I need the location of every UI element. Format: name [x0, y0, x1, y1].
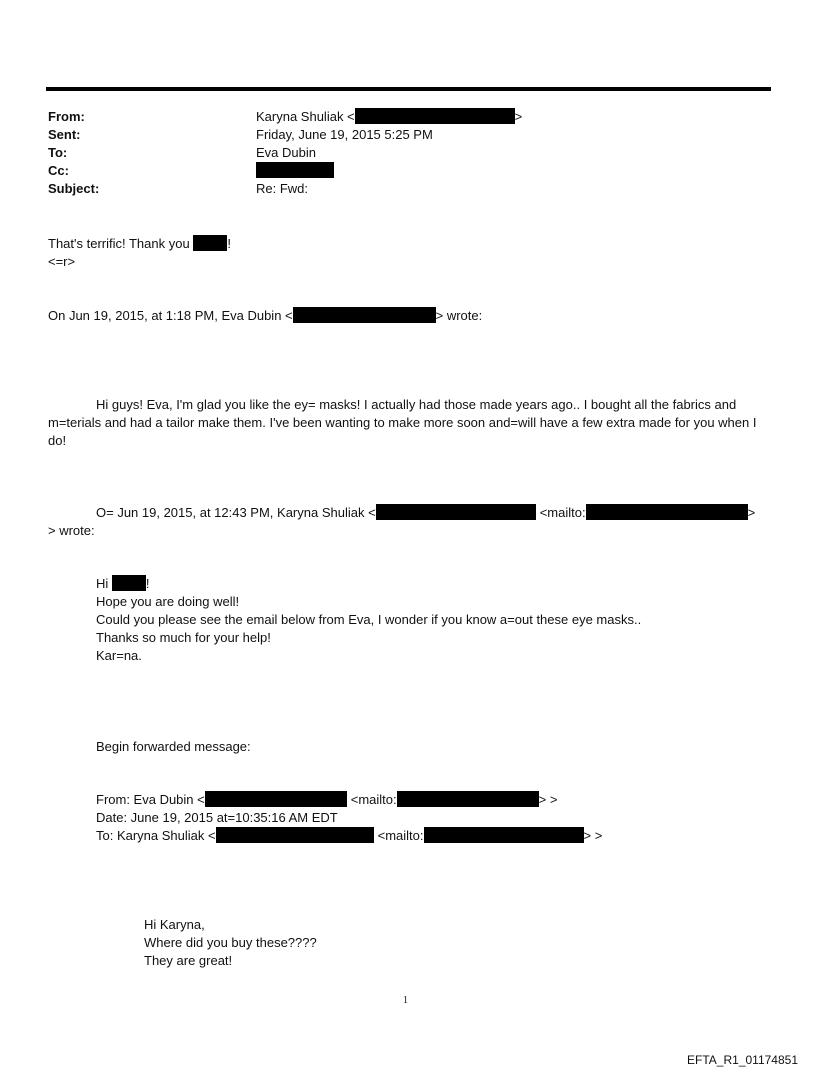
redaction-block	[112, 575, 146, 591]
redaction-block	[424, 827, 584, 843]
reply-line-1	[48, 235, 231, 252]
quote-header-text: On Jun 19, 2015, at 1:18 PM, Eva Dubin <	[48, 308, 293, 323]
redaction-block	[397, 791, 539, 807]
quote-header-wrote: > wrote:	[435, 308, 483, 323]
reply-line-2: <=r>	[48, 254, 76, 269]
fwd-to-line	[96, 827, 602, 844]
mailto-text: <mailto:	[377, 828, 424, 843]
angle-close: > >	[583, 828, 603, 843]
redaction-block	[205, 791, 347, 807]
quote-header-text: O= Jun 19, 2015, at 12:43 PM, Karyna Shuliak <	[96, 505, 376, 520]
header-rule	[46, 87, 771, 91]
to-label: To:	[48, 145, 68, 160]
from-close: >	[514, 109, 523, 124]
greeting-exclaim: !	[145, 576, 150, 591]
redaction-block	[376, 504, 536, 520]
redaction-block	[256, 162, 334, 178]
fwd-from-text: From: Eva Dubin <	[96, 792, 205, 807]
eva-line-2: Where did you buy these????	[144, 935, 317, 950]
karyna-line-3: Thanks so much for your help!	[96, 630, 271, 645]
redaction-block	[216, 827, 374, 843]
eva-paragraph: Hi guys! Eva, I'm glad you like the ey= masks! I actually had those made years ago.. I bought all the fabrics and m=terials and had a tailor make them. I've been wanting to make more soon and=will have a few extra made for you when I do!	[48, 397, 757, 448]
karyna-line-4: Kar=na.	[96, 648, 142, 663]
mailto-text: <mailto:	[350, 792, 397, 807]
cc-label: Cc:	[48, 163, 69, 178]
fwd-date-line: Date: June 19, 2015 at=10:35:16 AM EDT	[96, 810, 338, 825]
karyna-line-1: Hope you are doing well!	[96, 594, 240, 609]
fwd-to-text: To: Karyna Shuliak <	[96, 828, 216, 843]
karyna-line-2: Could you please see the email below from Eva, I wonder if you know a=out these eye masks..	[96, 612, 642, 627]
eva-line-1: Hi Karyna,	[144, 917, 205, 932]
greeting-text: Hi	[96, 576, 112, 591]
sent-label: Sent:	[48, 127, 81, 142]
redaction-block	[293, 307, 436, 323]
redaction-block	[586, 504, 748, 520]
redaction-block	[355, 108, 515, 124]
from-value	[256, 108, 522, 125]
redaction-block	[193, 235, 227, 251]
reply-text: That's terrific! Thank you	[48, 236, 194, 251]
angle-close: > >	[538, 792, 558, 807]
forwarded-heading: Begin forwarded message:	[96, 739, 251, 754]
fwd-from-line	[96, 791, 557, 808]
quote-header-eva	[48, 307, 482, 324]
to-value: Eva Dubin	[256, 145, 316, 160]
subject-value: Re: Fwd:	[256, 181, 309, 196]
reply-exclaim: !	[227, 236, 231, 251]
bates-number: EFTA_R1_01174851	[687, 1053, 798, 1067]
quote-header-wrote: > wrote:	[48, 523, 95, 538]
eva-line-3: They are great!	[144, 953, 233, 968]
quote-header-karyna	[96, 504, 755, 521]
mailto-text: <mailto:	[539, 505, 586, 520]
angle-close: >	[747, 505, 756, 520]
subject-label: Subject:	[48, 181, 100, 196]
from-label: From:	[48, 109, 85, 124]
from-name: Karyna Shuliak <	[256, 109, 355, 124]
karyna-greeting	[96, 575, 150, 592]
cc-value	[256, 162, 334, 179]
page-number: 1	[403, 995, 408, 1006]
sent-value: Friday, June 19, 2015 5:25 PM	[256, 127, 433, 142]
